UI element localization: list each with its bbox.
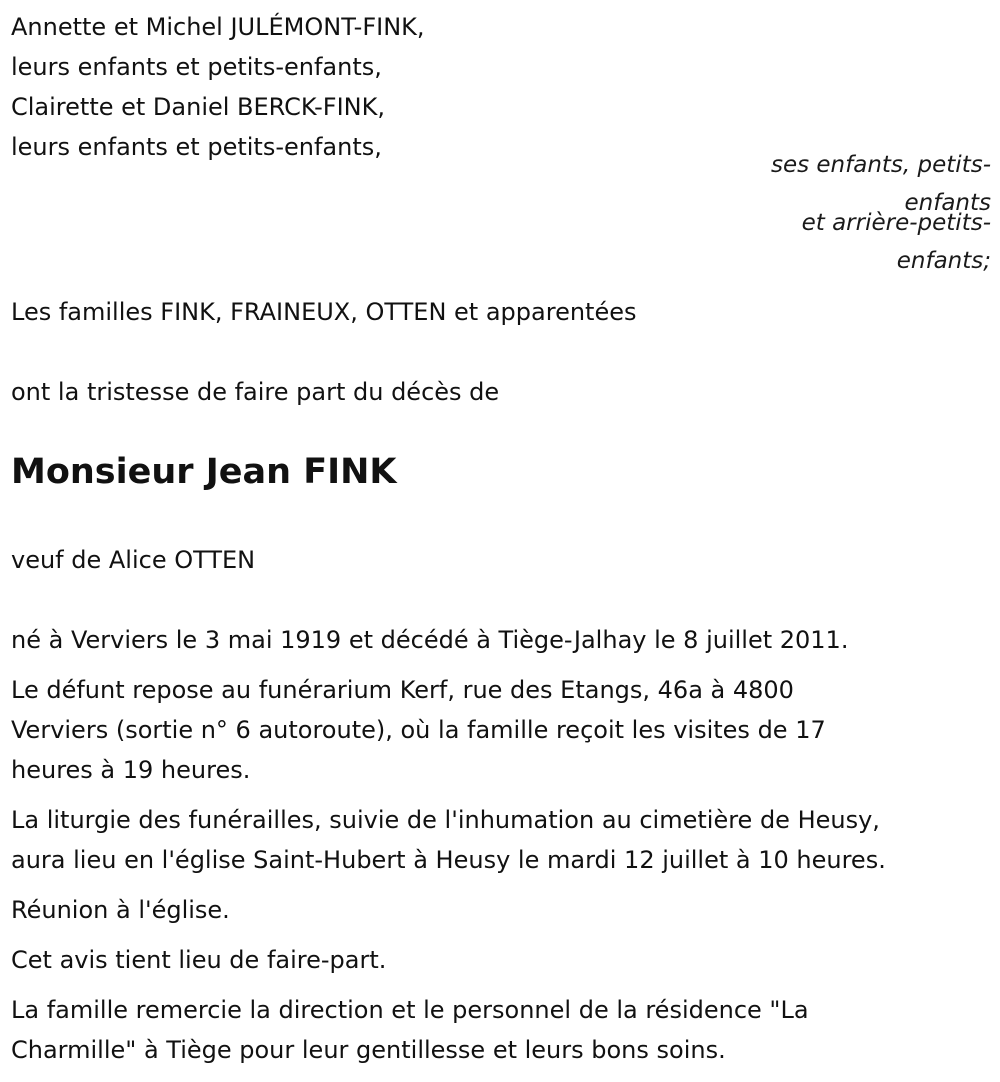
paragraph-line: aura lieu en l'église Saint-Hubert à Heusy le mardi 12 juillet à 10 heures. xyxy=(11,846,886,874)
families-line: Les familles FINK, FRAINEUX, OTTEN et apparentées xyxy=(11,298,637,326)
family-line: Annette et Michel JULÉMONT-FINK, xyxy=(11,13,425,41)
relationship-note xyxy=(771,152,991,274)
paragraph-notice xyxy=(11,940,991,980)
paragraph-line: heures à 19 heures. xyxy=(11,756,251,784)
paragraph-line: La liturgie des funérailles, suivie de l'inhumation au cimetière de Heusy, xyxy=(11,806,880,834)
paragraph-line: Réunion à l'église. xyxy=(11,896,230,924)
relationship-line: ses enfants, petits- xyxy=(770,152,991,178)
relationship-line: et arrière-petits- xyxy=(801,210,991,236)
family-list xyxy=(11,7,425,167)
paragraph-thanks xyxy=(11,990,991,1070)
paragraph-line: Cet avis tient lieu de faire-part. xyxy=(11,946,387,974)
deceased-name: Monsieur Jean FINK xyxy=(11,452,397,492)
paragraph-meeting xyxy=(11,890,991,930)
relationship-line: enfants; xyxy=(896,248,991,274)
family-line: Clairette et Daniel BERCK-FINK, xyxy=(11,93,386,121)
family-line: leurs enfants et petits-enfants, xyxy=(11,133,382,161)
paragraph-line: né à Verviers le 3 mai 1919 et décédé à Tiège-Jalhay le 8 juillet 2011. xyxy=(11,626,849,654)
family-line: leurs enfants et petits-enfants, xyxy=(11,53,382,81)
paragraph-line: Le défunt repose au funérarium Kerf, rue des Etangs, 46a à 4800 xyxy=(11,676,794,704)
notice-body xyxy=(11,620,991,1080)
paragraph-liturgy xyxy=(11,800,991,880)
relationship-line: enfants xyxy=(904,190,991,216)
paragraph-funerarium xyxy=(11,670,991,790)
paragraph-line: Verviers (sortie n° 6 autoroute), où la famille reçoit les visites de 17 xyxy=(11,716,826,744)
widower-line: veuf de Alice OTTEN xyxy=(11,546,256,574)
paragraph-line: La famille remercie la direction et le personnel de la résidence "La xyxy=(11,996,809,1024)
paragraph-birth-death xyxy=(11,620,991,660)
announcement-line: ont la tristesse de faire part du décès de xyxy=(11,378,500,406)
paragraph-line: Charmille" à Tiège pour leur gentillesse et leurs bons soins. xyxy=(11,1036,726,1064)
